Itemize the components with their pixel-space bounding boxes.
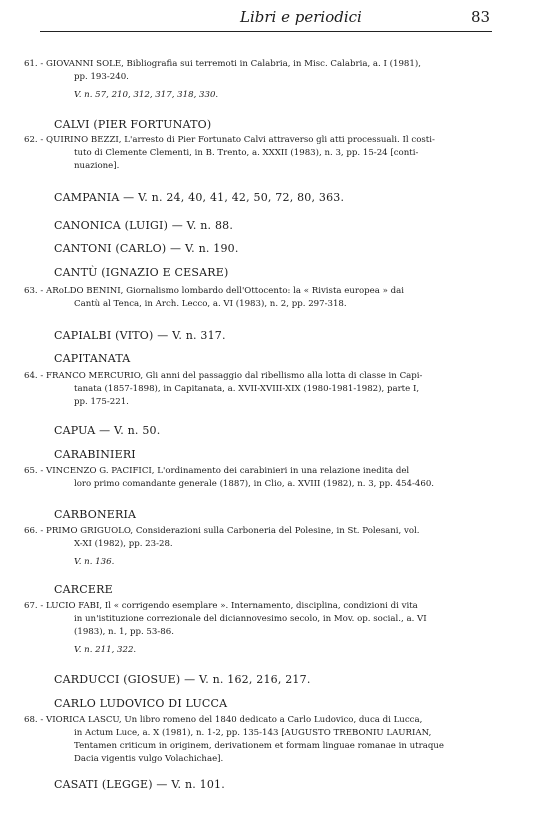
- entry-line: 65. - VINCENZO G. PACIFICI, L'ordinamento dei carabinieri in una relazione inedita del: [24, 466, 410, 476]
- entry-63: [24, 285, 498, 311]
- entry-62: [24, 134, 498, 173]
- header-rule: [40, 31, 492, 32]
- running-head-title: Libri e periodici: [240, 8, 362, 26]
- entry-line: 63. - ARoLDO BENINI, Giornalismo lombardo dell'Ottocento: la « Rivista europea » dai: [24, 286, 404, 296]
- subject-heading: CARABINIERI: [54, 448, 136, 461]
- subject-heading: CAMPANIA — V. n. 24, 40, 41, 42, 50, 72, 80, 363.: [54, 191, 345, 204]
- subject-heading: CANTONI (CARLO) — V. n. 190.: [54, 242, 239, 255]
- subject-heading: CARCERE: [54, 583, 113, 596]
- subject-heading: CAPITANATA: [54, 352, 131, 365]
- cross-reference: V. n. 136.: [74, 557, 115, 567]
- page-number: 83: [471, 8, 491, 26]
- entry-line: in un'istituzione correzionale del diciannovesimo secolo, in Mov. op. social., a. VI: [74, 614, 427, 624]
- subject-heading: CARBONERIA: [54, 508, 137, 521]
- entry-line: tuto di Clemente Clementi, in B. Trento, a. XXXII (1983), n. 3, pp. 15-24 [conti-: [74, 148, 419, 158]
- subject-heading: CANONICA (LUIGI) — V. n. 88.: [54, 219, 234, 232]
- entry-line: Tentamen criticum in originem, derivationem et formam linguae romanae in utraque: [74, 741, 444, 751]
- entry-line: Dacia vigentis vulgo Volachichae].: [74, 754, 224, 764]
- entry-line: nuazione].: [74, 161, 120, 171]
- subject-heading: CALVI (PIER FORTUNATO): [54, 118, 212, 131]
- cross-reference: V. n. 211, 322.: [74, 645, 137, 655]
- subject-heading: CAPIALBI (VITO) — V. n. 317.: [54, 329, 226, 342]
- cross-reference: V. n. 57, 210, 312, 317, 318, 330.: [74, 90, 219, 100]
- subject-heading: CARDUCCI (GIOSUE) — V. n. 162, 216, 217.: [54, 673, 311, 686]
- entry-64: [24, 370, 498, 409]
- entry-line: in Actum Luce, a. X (1981), n. 1-2, pp. 135-143 [AUGUSTO TREBONIU LAURIAN,: [74, 728, 432, 738]
- entry-line: pp. 193-240.: [74, 72, 129, 82]
- entry-line: 61. - GIOVANNI SOLE, Bibliografia sui terremoti in Calabria, in Misc. Calabria, a. I (1981),: [24, 59, 421, 69]
- entry-65: [24, 465, 498, 491]
- subject-heading: CAPUA — V. n. 50.: [54, 424, 161, 437]
- entry-line: 62. - QUIRINO BEZZI, L'arresto di Pier Fortunato Calvi attraverso gli atti processuali. Il costi-: [24, 135, 435, 145]
- entry-line: loro primo comandante generale (1887), in Clio, a. XVIII (1982), n. 3, pp. 454-460.: [74, 479, 435, 489]
- entry-line: (1983), n. 1, pp. 53-86.: [74, 627, 174, 637]
- entry-line: tanata (1857-1898), in Capitanata, a. XVII-XVIII-XIX (1980-1981-1982), parte I,: [74, 384, 420, 394]
- subject-heading: CARLO LUDOVICO DI LUCCA: [54, 697, 228, 710]
- entry-line: 68. - VIORICA LASCU, Un libro romeno del 1840 dedicato a Carlo Ludovico, duca di Lucca,: [24, 715, 423, 725]
- subject-heading: CANTÙ (IGNAZIO E CESARE): [54, 266, 229, 279]
- entry-line: X-XI (1982), pp. 23-28.: [74, 539, 173, 549]
- entry-line: 67. - LUCIO FABI, Il « corrigendo esemplare ». Internamento, disciplina, condizioni di vita: [24, 601, 418, 611]
- entry-68: [24, 714, 498, 766]
- entry-line: Cantù al Tenca, in Arch. Lecco, a. VI (1983), n. 2, pp. 297-318.: [74, 299, 347, 309]
- entry-line: 64. - FRANCO MERCURIO, Gli anni del passaggio dal ribellismo alla lotta di classe in Capi-: [24, 371, 423, 381]
- entry-66: [24, 525, 498, 569]
- subject-heading: CASATI (LEGGE) — V. n. 101.: [54, 778, 225, 791]
- entry-67: [24, 600, 498, 657]
- entry-61: [24, 58, 498, 102]
- entry-line: 66. - PRIMO GRIGUOLO, Considerazioni sulla Carboneria del Polesine, in St. Polesani, vol.: [24, 526, 420, 536]
- entry-line: pp. 175-221.: [74, 397, 129, 407]
